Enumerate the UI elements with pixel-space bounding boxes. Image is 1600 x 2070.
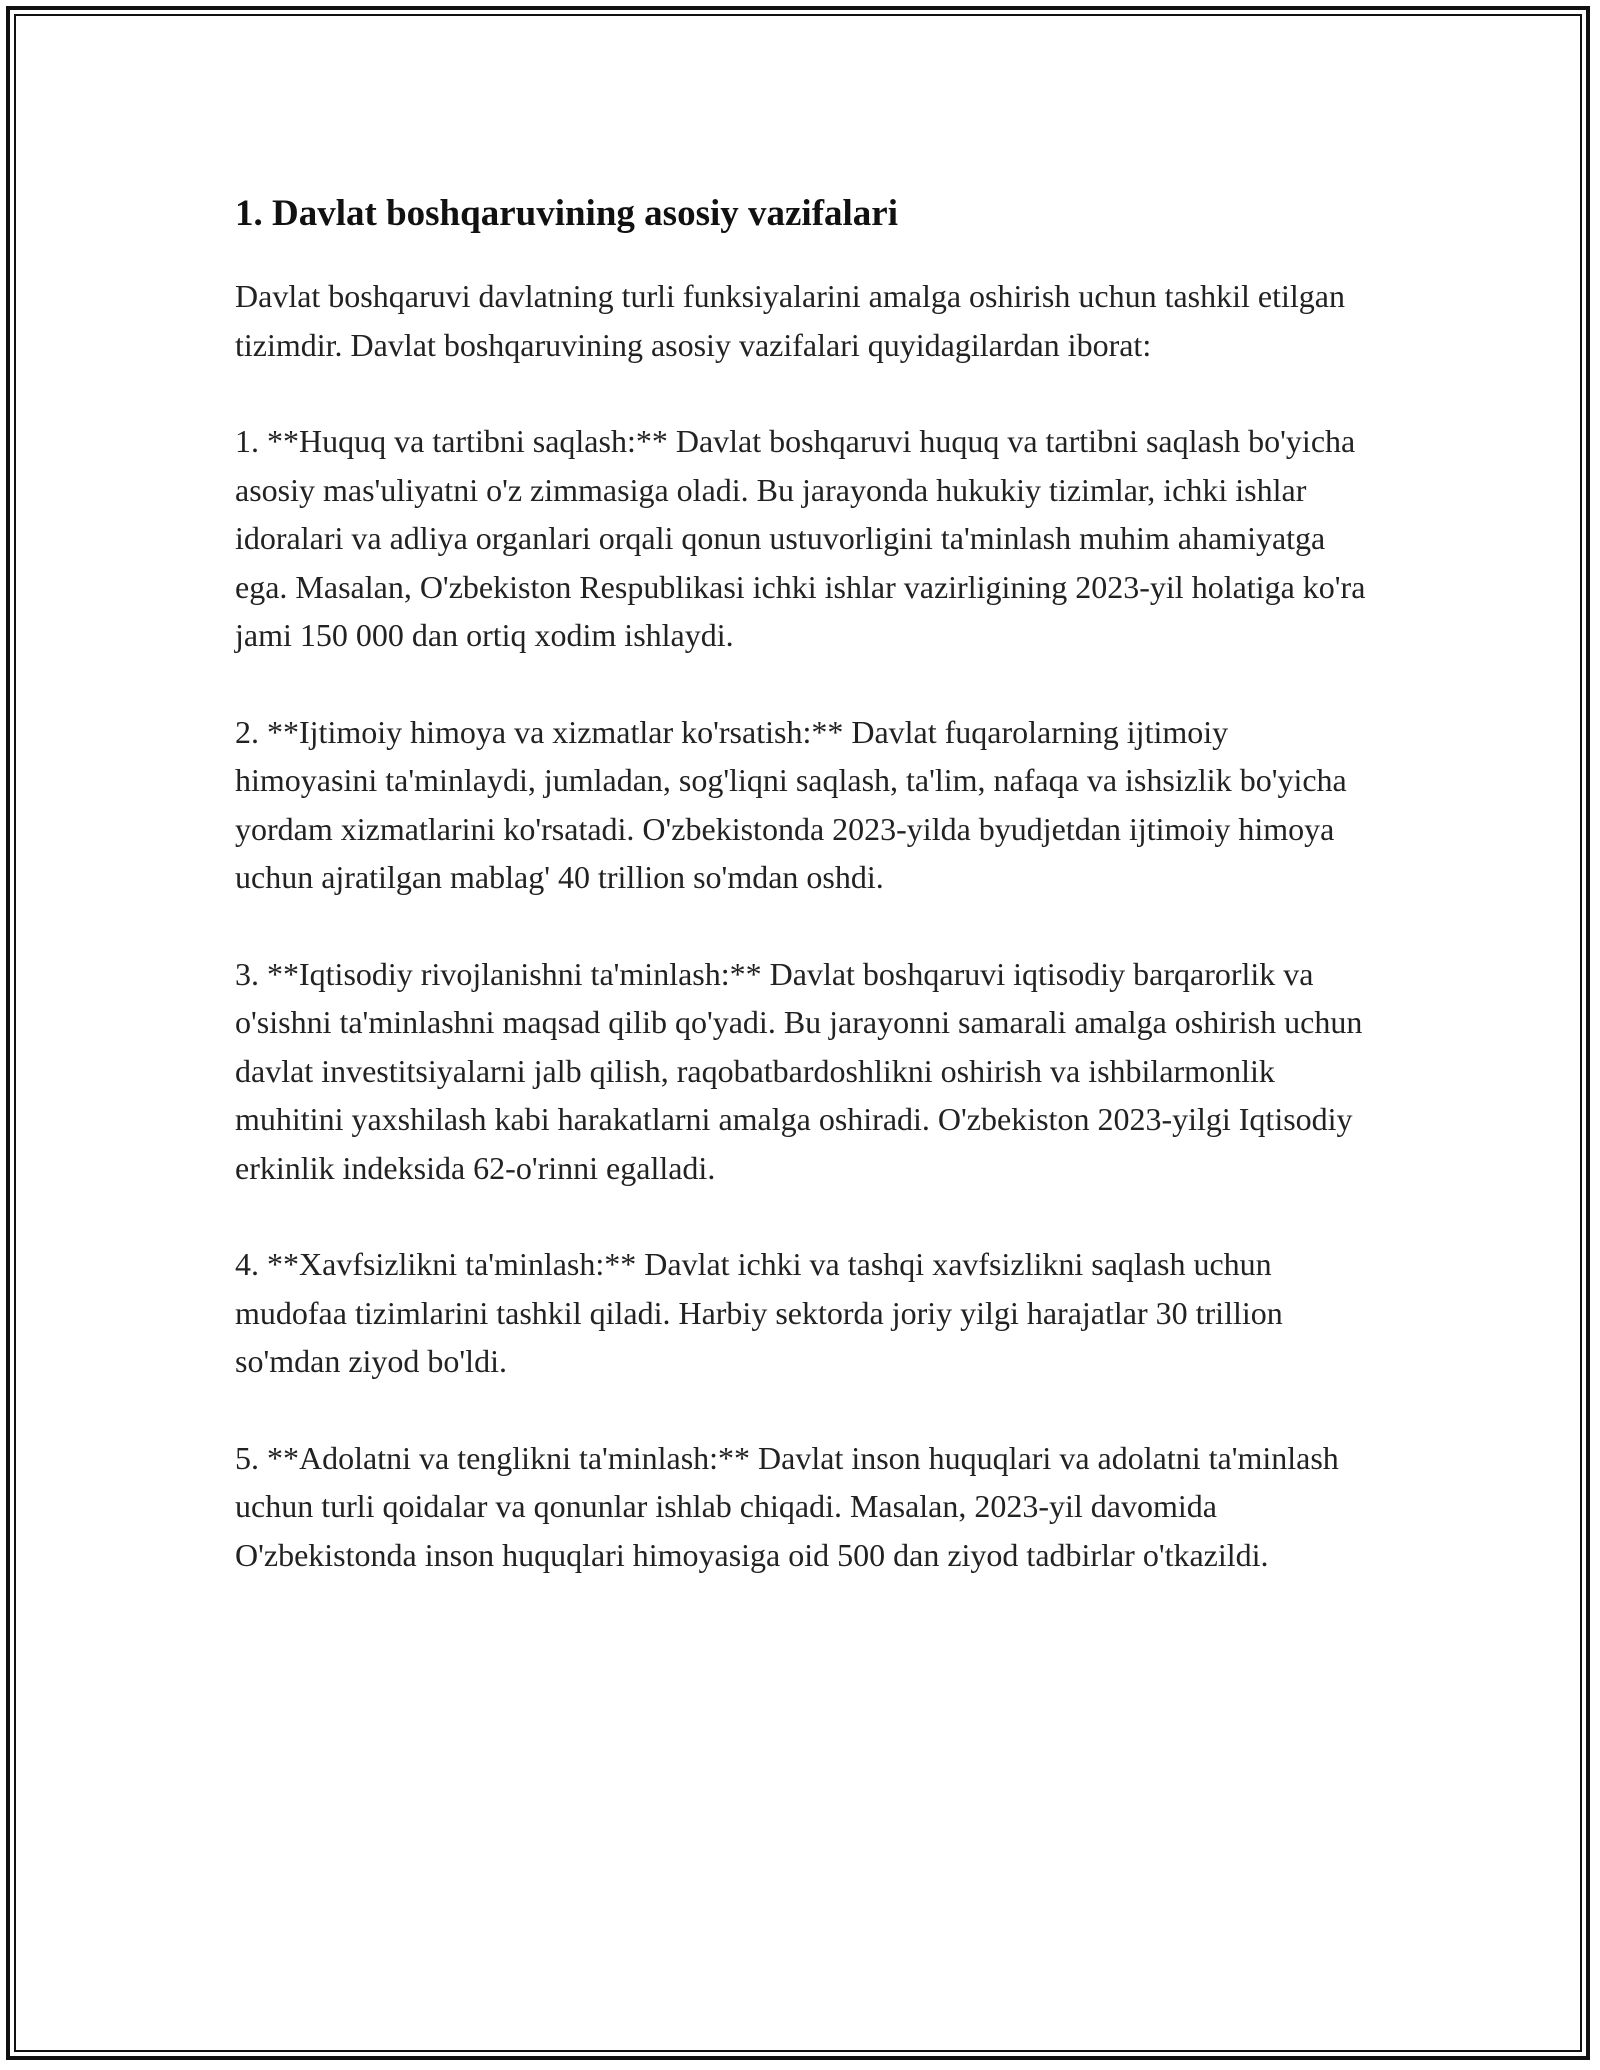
list-item-5: 5. **Adolatni va tenglikni ta'minlash:** Davlat inson huquqlari va adolatni ta'minlash uchun turli qoidalar va qonunlar ishlab chiqadi. Masalan, 2023-yil davomida O'zbekistonda inson huquqlari himoyasiga oid 500 dan ziyod tadbirlar o'tkazildi. (235, 1439, 1339, 1573)
document-body (235, 186, 1370, 1627)
list-item-3: 3. **Iqtisodiy rivojlanishni ta'minlash:** Davlat boshqaruvi iqtisodiy barqarorlik va o'sishni ta'minlashni maqsad qilib qo'yadi. Bu jarayonni samarali amalga oshirish uchun davlat investitsiyalarni jalb qilish, raqobatbardoshlikni oshirish va ishbilarmonlik muhitini yaxshilash kabi harakatlarni amalga oshiradi. O'zbekiston 2023-yilgi Iqtisodiy erkinlik indeksida 62-o'rinni egalladi. (235, 955, 1363, 1186)
intro-paragraph: Davlat boshqaruvi davlatning turli funksiyalarini amalga oshirish uchun tashkil etilgan tizimdir. Davlat boshqaruvining asosiy vazifalari quyidagilardan iborat: (235, 278, 1345, 363)
document-title: 1. Davlat boshqaruvining asosiy vazifalari (235, 193, 899, 234)
list-item-2: 2. **Ijtimoiy himoya va xizmatlar ko'rsatish:** Davlat fuqarolarning ijtimoiy himoyasini ta'minlaydi, jumladan, sog'liqni saqlash, ta'lim, nafaqa va ishsizlik bo'yicha yordam xizmatlarini ko'rsatadi. O'zbekistonda 2023-yilda byudjetdan ijtimoiy himoya uchun ajratilgan mablag' 40 trillion so'mdan oshdi. (235, 713, 1347, 895)
list-item-1: 1. **Huquq va tartibni saqlash:** Davlat boshqaruvi huquq va tartibni saqlash bo'yicha asosiy mas'uliyatni o'z zimmasiga oladi. Bu jarayonda hukukiy tizimlar, ichki ishlar idoralari va adliya organlari orqali qonun ustuvorligini ta'minlash muhim ahamiyatga ega. Masalan, O'zbekiston Respublikasi ichki ishlar vazirligining 2023-yil holatiga ko'ra jami 150 000 dan ortiq xodim ishlaydi. (235, 423, 1366, 653)
list-item-4: 4. **Xavfsizlikni ta'minlash:** Davlat ichki va tashqi xavfsizlikni saqlash uchun mudofaa tizimlarini tashkil qiladi. Harbiy sektorda joriy yilgi harajatlar 30 trillion so'mdan ziyod bo'ldi. (235, 1246, 1283, 1379)
